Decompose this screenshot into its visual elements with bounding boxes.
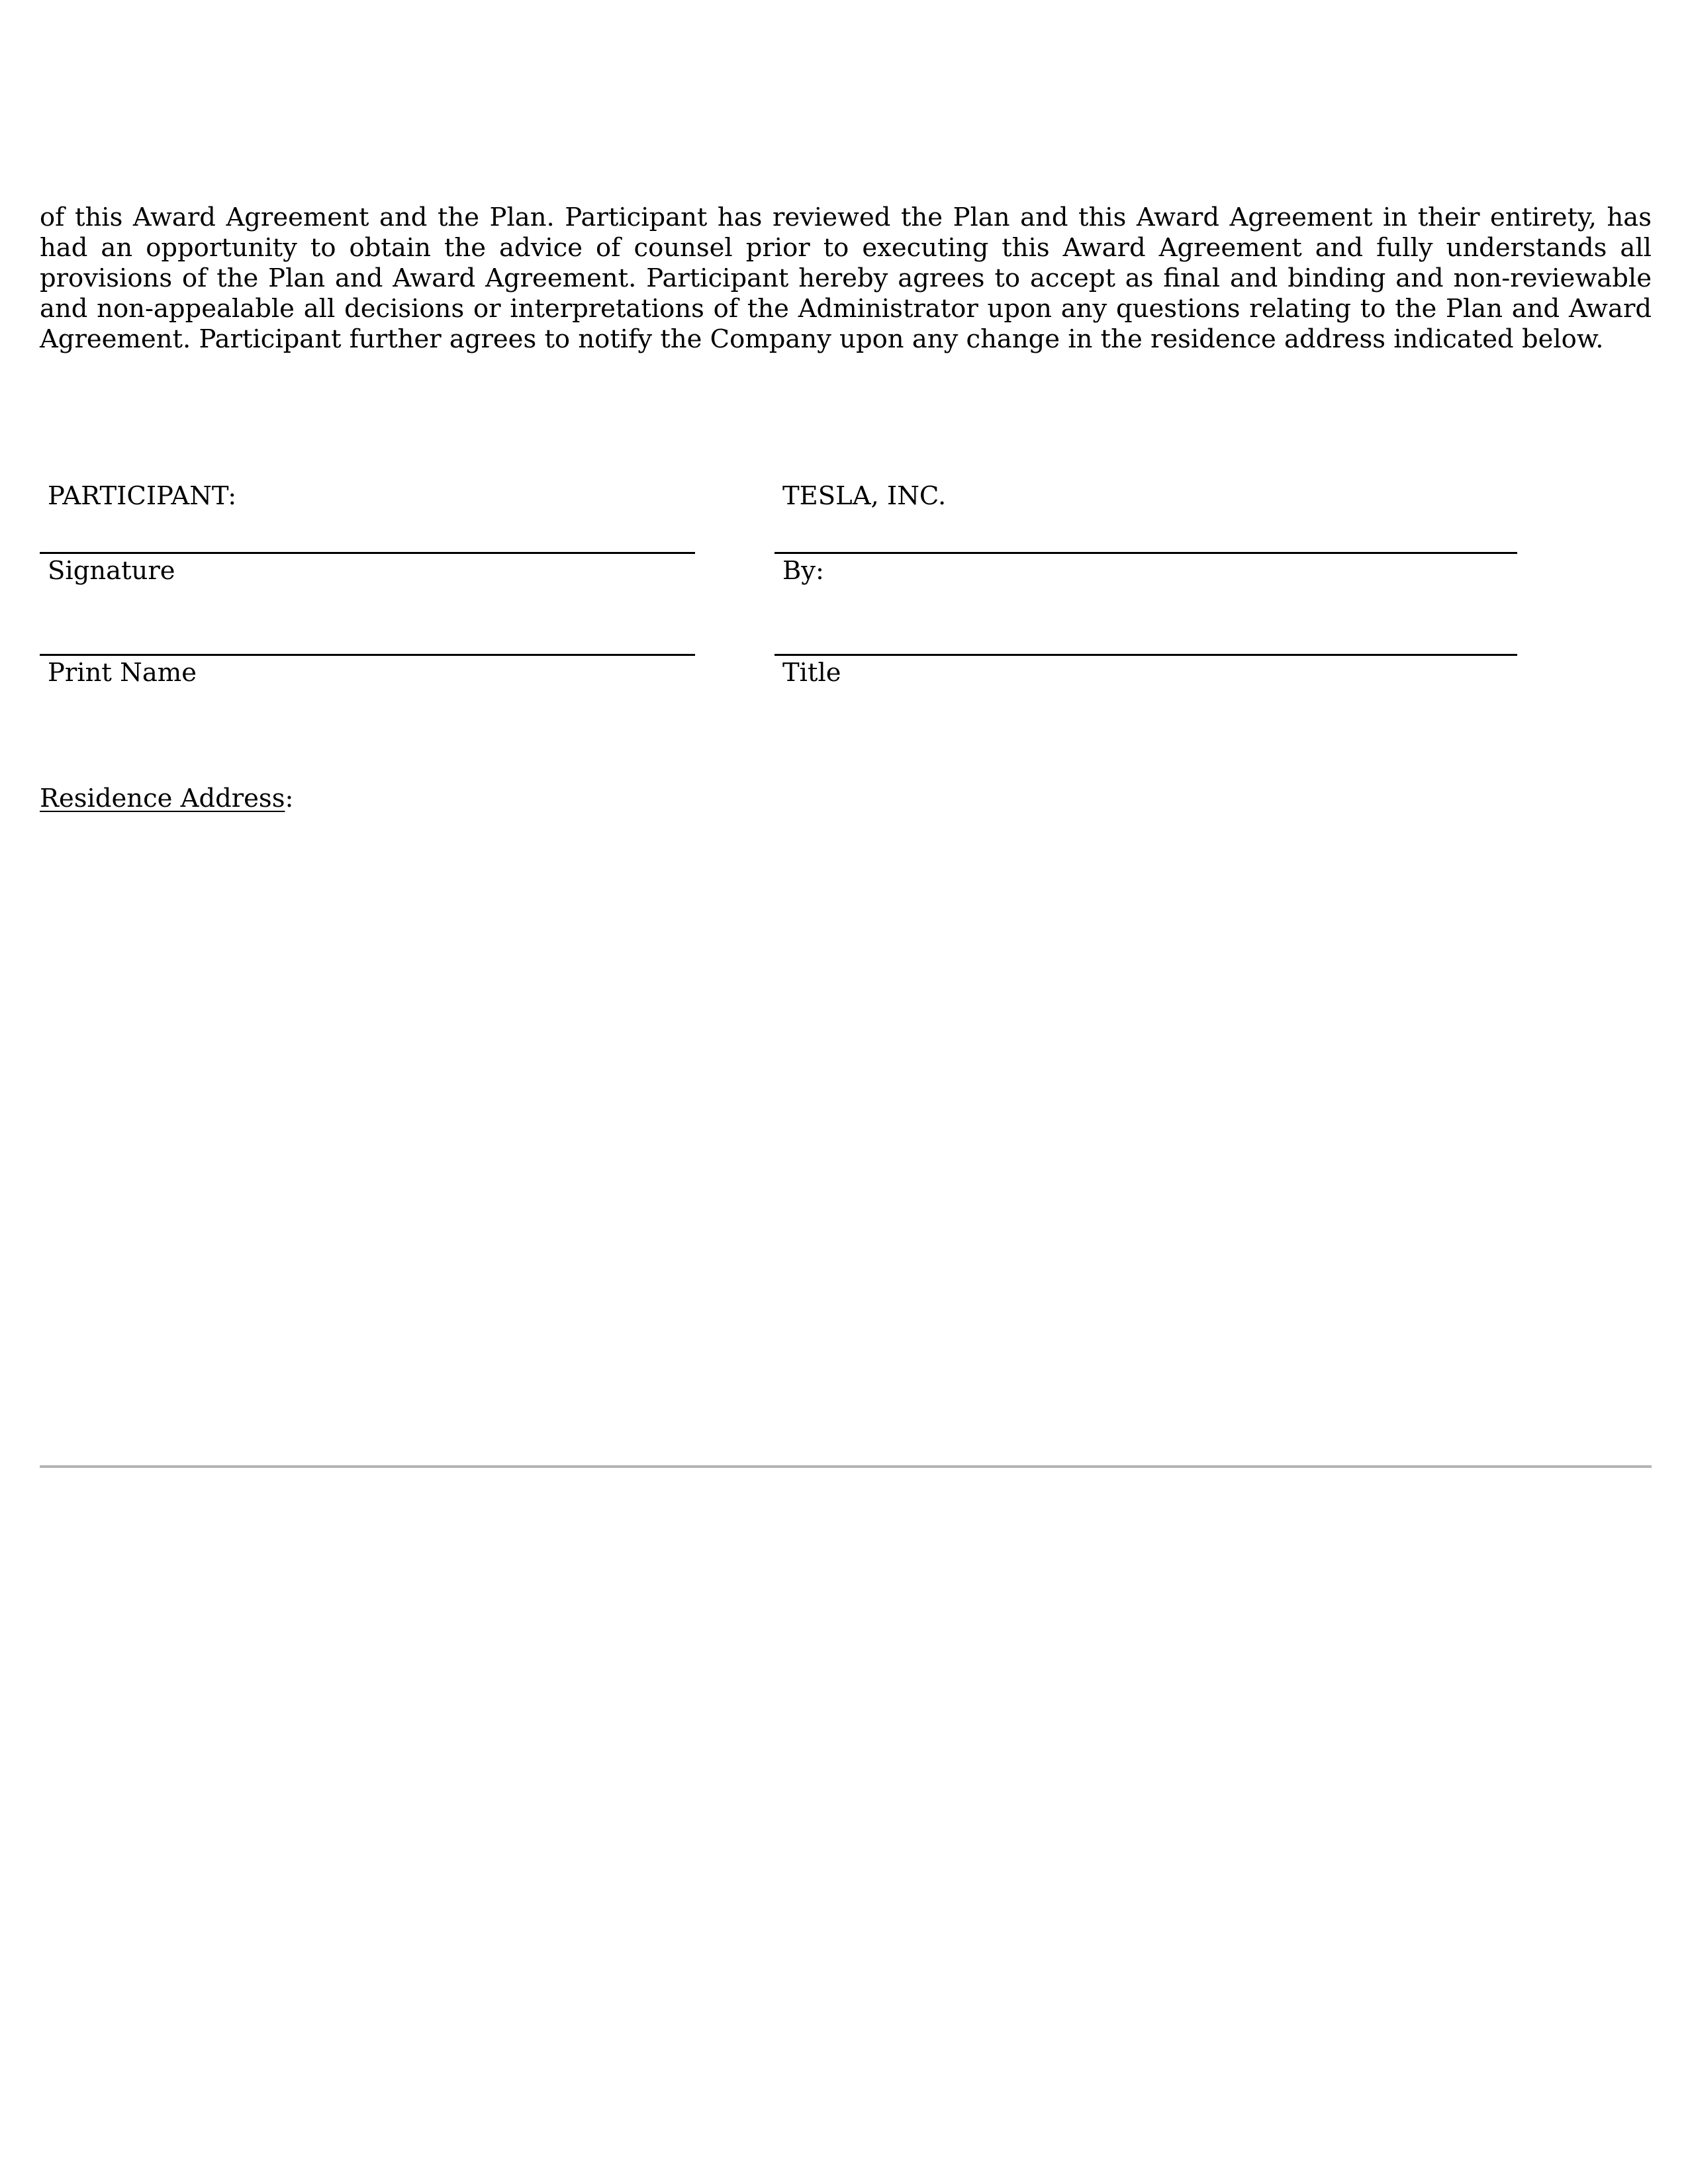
print-name-label: Print Name <box>48 658 197 688</box>
title-label: Title <box>782 658 841 688</box>
company-by-line <box>774 552 1517 554</box>
residence-address-colon: : <box>285 784 294 813</box>
signature-label: Signature <box>48 556 175 586</box>
page-separator-rule <box>40 1465 1652 1468</box>
participant-signature-line <box>40 552 695 554</box>
company-heading: TESLA, INC. <box>782 481 947 511</box>
residence-address-field <box>40 784 293 814</box>
residence-address-label: Residence Address <box>40 784 285 813</box>
by-label: By: <box>782 556 825 586</box>
print-name-line <box>40 654 695 656</box>
participant-heading: PARTICIPANT: <box>48 481 237 511</box>
agreement-paragraph: of this Award Agreement and the Plan. Participant has reviewed the Plan and this Award Agreement in their entirety, has had an opportunity to obtain the advice of counsel prior to executing this Award Agreement and fully understands all provisions of the Plan and Award Agreement. Participant hereby agrees to accept as final and binding and non-reviewable and non-appealable all decisions or interpretations of the Administrator upon any questions relating to the Plan and Award Agreement. Participant further agrees to notify the Company upon any change in the residence address indicated below. <box>40 203 1652 354</box>
company-title-line <box>774 654 1517 656</box>
